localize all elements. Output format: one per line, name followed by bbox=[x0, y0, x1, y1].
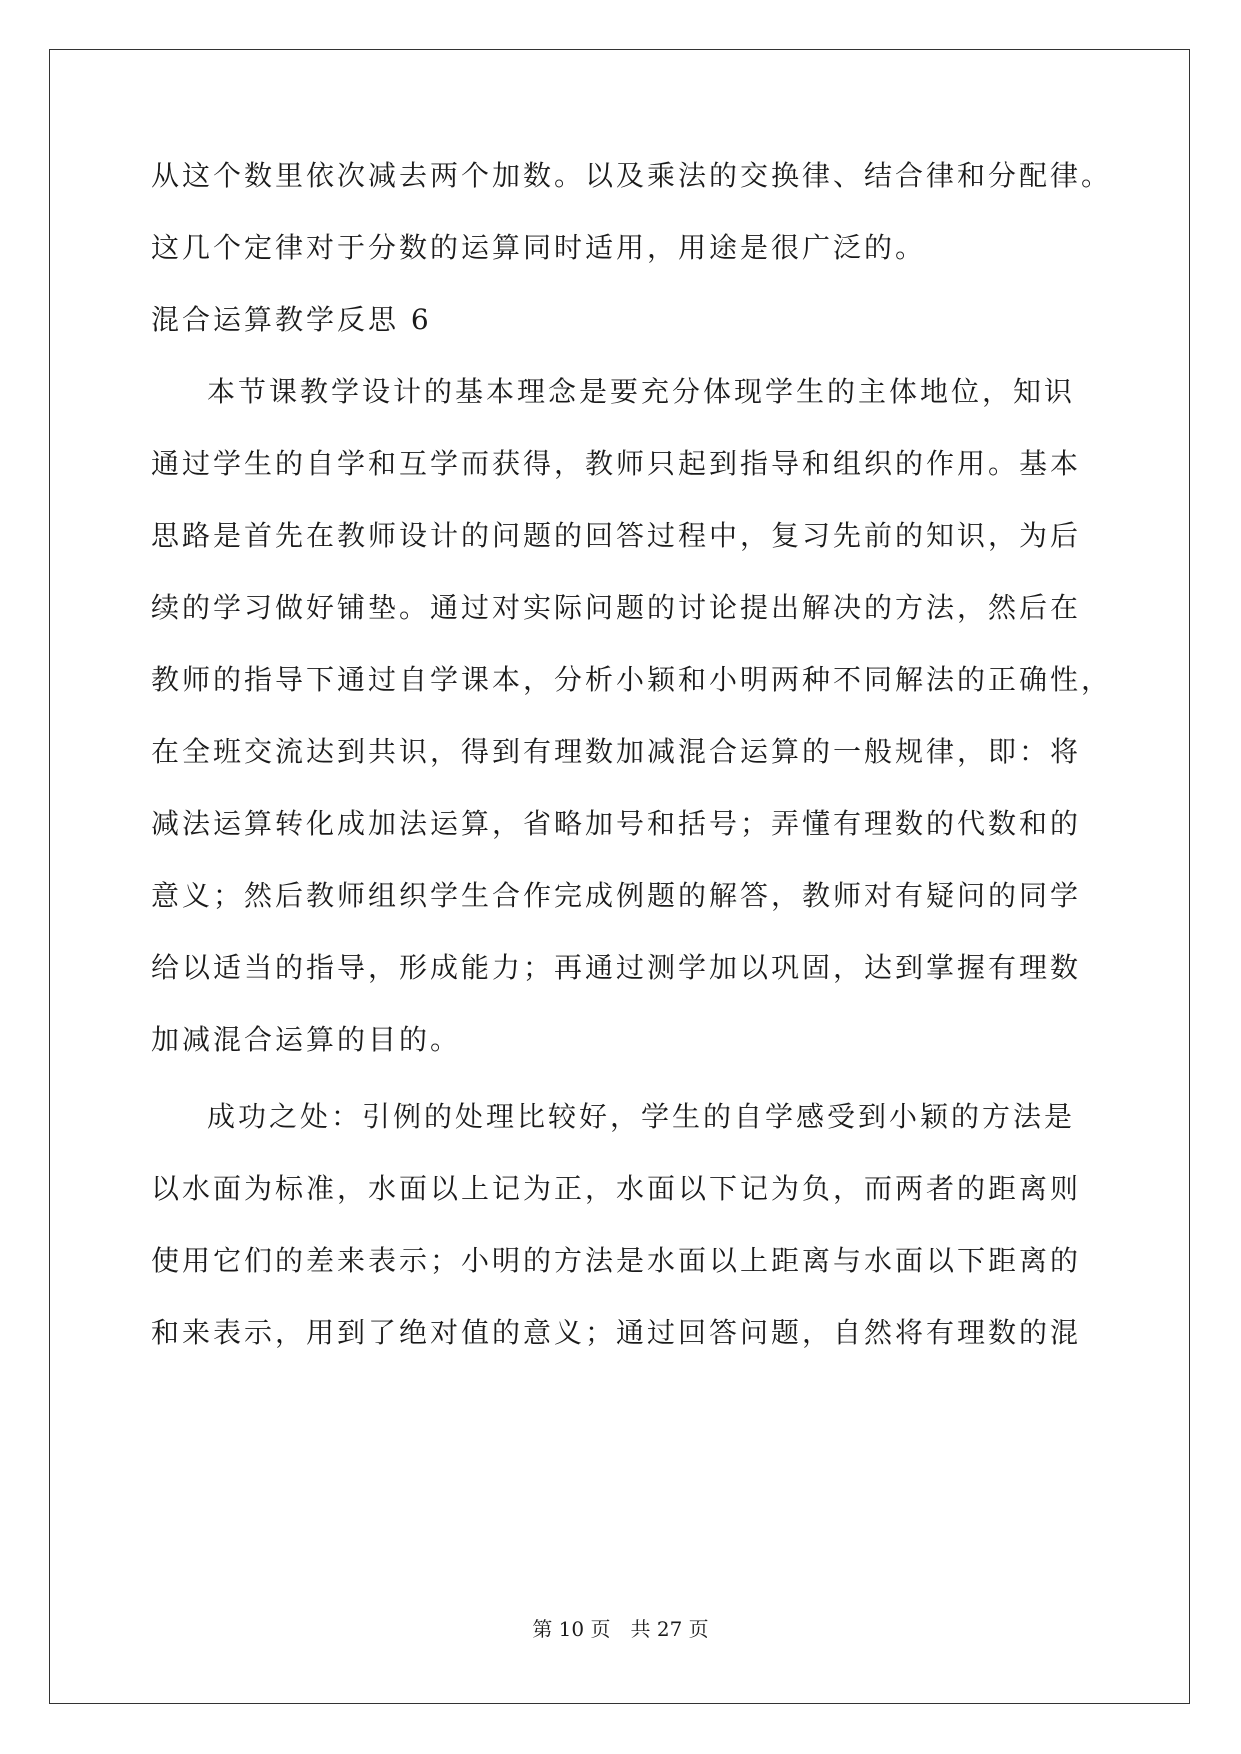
body-line: 教师的指导下通过自学课本，分析小颖和小明两种不同解法的正确性， bbox=[151, 663, 1113, 696]
body-line: 给以适当的指导，形成能力；再通过测学加以巩固，达到掌握有理数 bbox=[151, 951, 1082, 984]
body-line: 从这个数里依次减去两个加数。以及乘法的交换律、结合律和分配律。 bbox=[151, 159, 1113, 192]
body-line: 在全班交流达到共识，得到有理数加减混合运算的一般规律，即：将 bbox=[151, 735, 1082, 768]
body-line: 和来表示，用到了绝对值的意义；通过回答问题，自然将有理数的混 bbox=[151, 1316, 1082, 1349]
body-line: 以水面为标准，水面以上记为正，水面以下记为负，而两者的距离则 bbox=[151, 1172, 1082, 1205]
body-line: 这几个定律对于分数的运算同时适用，用途是很广泛的。 bbox=[151, 231, 927, 264]
body-line: 加减混合运算的目的。 bbox=[151, 1023, 462, 1056]
page-number: 第 10 页 共 27 页 bbox=[532, 1617, 709, 1641]
paragraph-first-line: 本节课教学设计的基本理念是要充分体现学生的主体地位，知识 bbox=[207, 375, 1076, 408]
body-line: 意义；然后教师组织学生合作完成例题的解答，教师对有疑问的同学 bbox=[151, 879, 1082, 912]
body-line: 思路是首先在教师设计的问题的回答过程中，复习先前的知识，为后 bbox=[151, 519, 1082, 552]
paragraph-first-line: 成功之处：引例的处理比较好，学生的自学感受到小颖的方法是 bbox=[207, 1100, 1076, 1133]
body-line: 减法运算转化成加法运算，省略加号和括号；弄懂有理数的代数和的 bbox=[151, 807, 1082, 840]
body-line: 通过学生的自学和互学而获得，教师只起到指导和组织的作用。基本 bbox=[151, 447, 1082, 480]
page-footer bbox=[0, 1615, 1241, 1643]
body-line: 续的学习做好铺垫。通过对实际问题的讨论提出解决的方法，然后在 bbox=[151, 591, 1082, 624]
section-heading: 混合运算教学反思 6 bbox=[151, 303, 432, 336]
body-line: 使用它们的差来表示；小明的方法是水面以上距离与水面以下距离的 bbox=[151, 1244, 1082, 1277]
